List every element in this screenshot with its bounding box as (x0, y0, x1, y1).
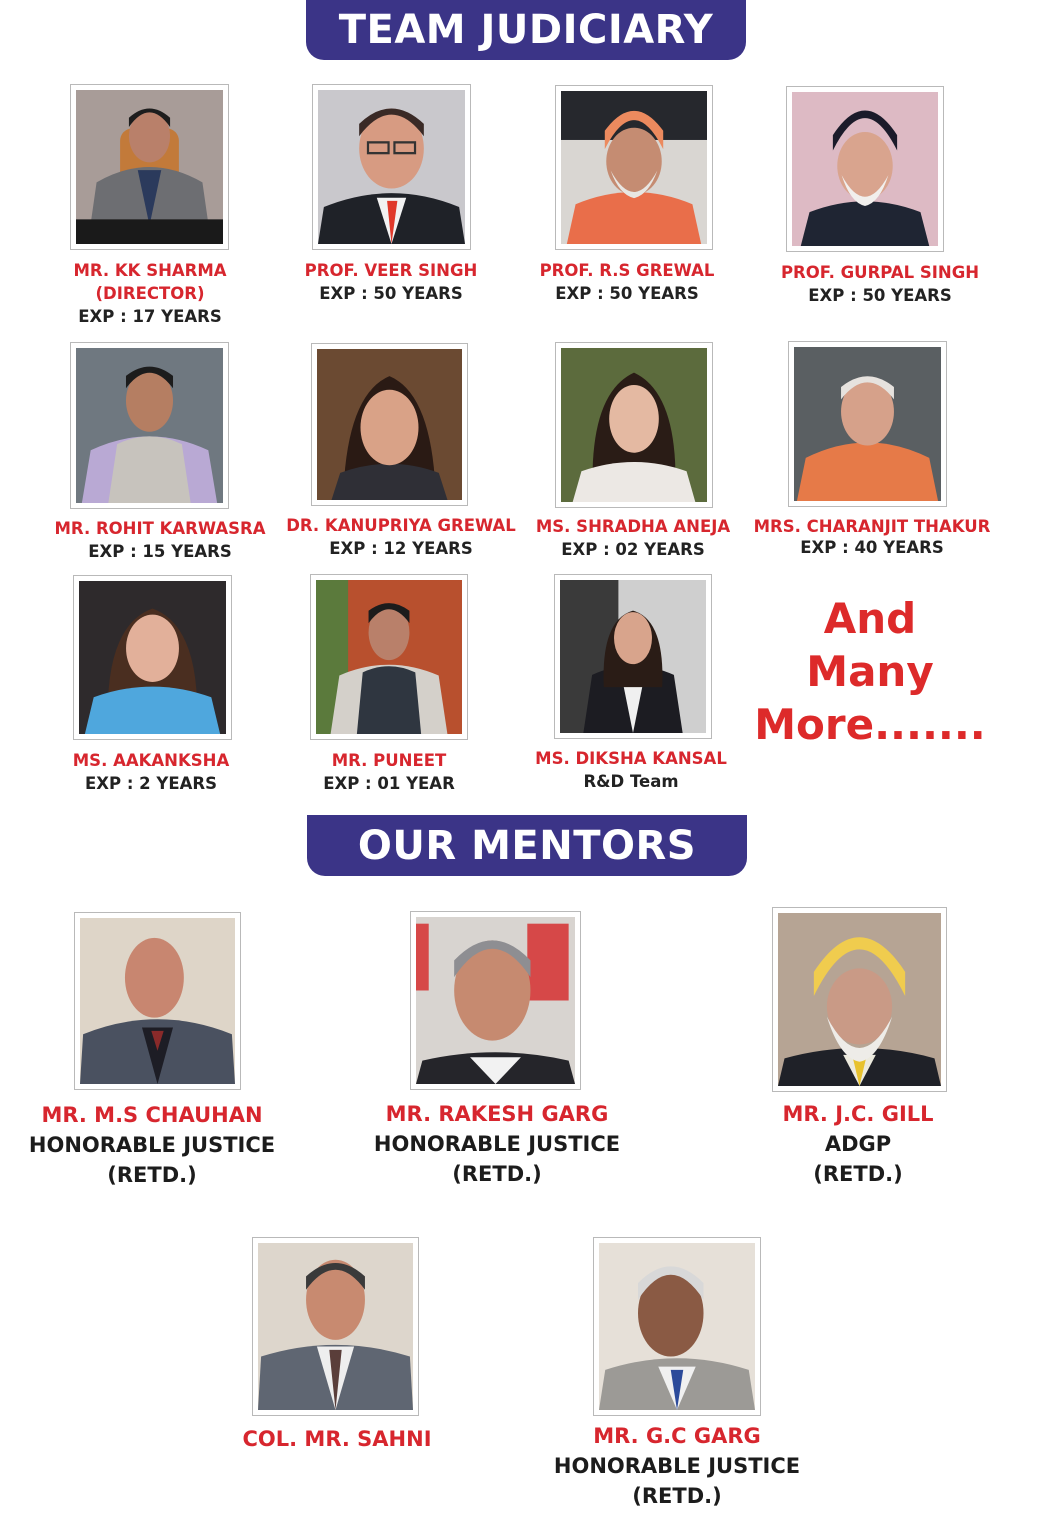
member-name: MS. SHRADHA ANEJA (535, 517, 731, 536)
photo-charanjit-thakur (788, 341, 947, 507)
photo-puneet (310, 574, 468, 740)
mentor-card-3 (782, 1099, 933, 1189)
photo-rakesh-garg (410, 911, 581, 1090)
photo-gc-garg (593, 1237, 761, 1416)
photo-rs-grewal (555, 85, 713, 250)
portrait-icon (794, 347, 941, 501)
portrait-icon (599, 1243, 755, 1410)
team-card-10 (323, 749, 455, 795)
member-experience: EXP : 2 YEARS (85, 774, 217, 793)
photo-veer-singh (312, 84, 471, 250)
member-name: MRS. CHARANJIT THAKUR (753, 517, 991, 536)
portrait-icon (560, 580, 706, 733)
portrait-icon (416, 917, 575, 1084)
mentor-status: (RETD.) (452, 1162, 542, 1186)
member-experience: EXP : 50 YEARS (808, 286, 952, 305)
member-experience: EXP : 01 YEAR (323, 774, 455, 793)
portrait-icon (76, 90, 223, 244)
member-name: PROF. VEER SINGH (304, 261, 478, 280)
mentor-name: MR. G.C GARG (593, 1424, 761, 1448)
mentor-status: (RETD.) (632, 1484, 722, 1508)
member-name: PROF. GURPAL SINGH (780, 263, 980, 282)
team-card-3 (540, 259, 715, 305)
photo-kanupriya-grewal (311, 343, 468, 506)
our-mentors-banner (307, 815, 747, 876)
mentor-card-5 (554, 1421, 800, 1511)
mentor-status: (RETD.) (813, 1162, 903, 1186)
mentor-card-2 (374, 1099, 620, 1189)
portrait-icon (778, 913, 941, 1086)
portrait-icon (316, 580, 462, 734)
our-mentors-heading: OUR MENTORS (357, 823, 697, 869)
mentor-name: MR. J.C. GILL (782, 1102, 934, 1126)
member-name: MS. AAKANKSHA (72, 751, 230, 770)
portrait-icon (792, 92, 938, 246)
mentor-card-4 (242, 1424, 431, 1454)
team-judiciary-heading: TEAM JUDICIARY (338, 7, 714, 53)
member-experience: EXP : 50 YEARS (555, 284, 699, 303)
member-name: PROF. R.S GREWAL (539, 261, 715, 280)
photo-jc-gill (772, 907, 947, 1092)
photo-kk-sharma (70, 84, 229, 250)
mentor-name: MR. RAKESH GARG (385, 1102, 609, 1126)
mentor-title: HONORABLE JUSTICE (553, 1454, 801, 1478)
photo-rohit-karwasra (70, 342, 229, 509)
mentor-card-1 (29, 1100, 275, 1190)
mentor-name: MR. M.S CHAUHAN (41, 1103, 263, 1127)
photo-shradha-aneja (555, 342, 713, 508)
portrait-icon (317, 349, 462, 500)
mentor-title: ADGP (824, 1132, 892, 1156)
portrait-icon (80, 918, 235, 1084)
team-judiciary-banner (306, 0, 746, 60)
photo-diksha-kansal (554, 574, 712, 739)
team-card-6 (286, 514, 516, 560)
member-name: DR. KANUPRIYA GREWAL (286, 516, 516, 535)
mentor-title: HONORABLE JUSTICE (28, 1133, 276, 1157)
and-many-more-text: And Many More....... (754, 594, 986, 749)
team-card-5 (55, 517, 266, 563)
member-experience: EXP : 17 YEARS (78, 307, 222, 326)
team-card-1 (73, 259, 226, 328)
portrait-icon (79, 581, 226, 734)
portrait-icon (258, 1243, 413, 1410)
mentor-status: (RETD.) (107, 1163, 197, 1187)
member-experience: EXP : 40 YEARS (800, 538, 944, 557)
member-name: MR. KK SHARMA (73, 261, 227, 280)
team-card-8 (754, 515, 991, 558)
team-card-2 (305, 259, 478, 305)
member-role: (DIRECTOR) (95, 284, 205, 303)
member-team: R&D Team (583, 772, 679, 791)
team-card-9 (73, 749, 229, 795)
mentor-title: HONORABLE JUSTICE (373, 1132, 621, 1156)
portrait-icon (561, 91, 707, 244)
team-card-4 (781, 261, 979, 307)
member-name: MR. ROHIT KARWASRA (54, 519, 266, 538)
member-name: MR. PUNEET (331, 751, 447, 770)
portrait-icon (76, 348, 223, 503)
member-experience: EXP : 50 YEARS (319, 284, 463, 303)
team-card-7 (536, 515, 730, 561)
photo-aakanksha (73, 575, 232, 740)
portrait-icon (318, 90, 465, 244)
member-experience: EXP : 15 YEARS (88, 542, 232, 561)
photo-ms-chauhan (74, 912, 241, 1090)
member-name: MS. DIKSHA KANSAL (535, 749, 727, 768)
photo-col-sahni (252, 1237, 419, 1416)
member-experience: EXP : 12 YEARS (329, 539, 473, 558)
portrait-icon (561, 348, 707, 502)
mentor-name: COL. MR. SAHNI (242, 1427, 432, 1451)
team-card-11 (535, 747, 727, 793)
member-experience: EXP : 02 YEARS (561, 540, 705, 559)
photo-gurpal-singh (786, 86, 944, 252)
